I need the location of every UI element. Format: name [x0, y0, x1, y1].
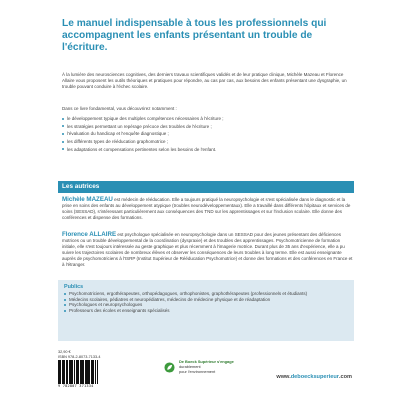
intro-lead: Dans ce livre fondamental, vous découvrirez notamment : — [62, 106, 177, 111]
author-text: est psychologue spécialisée en neuropsychologie dans un SESSAD pour des jeunes présentant des déficiences motrices ou un trouble développemental de la coordination (dyspraxie) et des troubles des apprentissages. Psychomotricienne de formation initiale, elle s'est toujours intéressée au geste graphique et plus récemment à l'imagerie motrice. Durant plus de 35 ans d'expérience, elle a pu suivre les trajectoires scolaires de nombreux élèves et observer les conséquences de leurs troubles à long terme. Elle est aussi enseignante auprès de psychomotriciens à l'ISRP (Institut Supérieur de Rééducation Psychomotrice) et donne des formations et des conférences en France et à l'étranger. — [62, 232, 353, 267]
author-name: Florence ALLAIRE — [62, 231, 117, 238]
barcode-bar — [93, 360, 94, 384]
list-item: les adaptations et compensations pertinentes selon les besoins de l'enfant. — [62, 146, 354, 154]
intro-paragraph: À la lumière des neurosciences cognitives, des derniers travaux scientifiques validés et de leur pratique clinique, Michèle Mazeau et Florence Allaire vous proposent les outils théoriques et pratiques pour répondre, au cas par cas, aux besoins des enfants présentant une dysgraphie, un trouble pouvant conduire à l'échec scolaire. — [62, 72, 347, 90]
audience-box — [58, 280, 354, 341]
isbn: ISBN 978-2-8073-7133-4 — [58, 355, 101, 359]
headline: Le manuel indispensable à tous les professionnels qui accompagnent les enfants présentant un trouble de l'écriture. — [62, 18, 327, 53]
website-link[interactable] — [276, 374, 352, 380]
list-item: les différents types de rééducation graphomotrice ; — [62, 138, 354, 146]
leaf-icon — [164, 362, 175, 373]
author-bio-mazeau — [62, 197, 354, 221]
authors-heading: Les autrices — [58, 181, 354, 193]
eco-line-2: durablement — [179, 363, 201, 369]
price-isbn — [58, 350, 100, 360]
barcode-number: 9 782807 371334 — [58, 384, 94, 388]
topics-list — [62, 115, 354, 154]
eco-line-1: De Boeck Supérieur s'engage — [179, 359, 234, 364]
list-item: Médecins scolaires, pédiatres et neuropédiatres, médecins de médecine physique et de réadaptation — [64, 297, 348, 303]
list-item: Professeurs des écoles et enseignants spécialisés — [64, 308, 348, 314]
list-item: le développement typique des multiples compétences nécessaires à l'écriture ; — [62, 115, 354, 123]
list-item: l'évaluation du handicap et l'enquête diagnostique ; — [62, 130, 354, 138]
website-suffix: .com — [338, 374, 352, 380]
back-cover — [46, 0, 364, 400]
author-bio-allaire — [62, 232, 354, 267]
list-item: Psychomotriciens, ergothérapeutes, orthopédagogues, orthophonistes, graphothérapeutes (professionnels et étudiants) — [64, 291, 348, 297]
barcode-bar — [64, 360, 65, 384]
eco-text — [179, 360, 234, 374]
author-name: Michèle MAZEAU — [62, 196, 113, 203]
barcode-bars — [58, 360, 98, 384]
website-brand: deboecksuperieur — [290, 374, 339, 380]
barcode — [58, 360, 98, 390]
audience-title: Publics — [64, 284, 84, 290]
barcode-bar — [60, 360, 61, 384]
eco-commitment — [164, 360, 234, 374]
barcode-bar — [85, 360, 86, 384]
list-item: Psychologues et neuropsychologues — [64, 302, 348, 308]
author-text: est médecin de rééducation. Elle a toujours pratiqué la neuropsychologie et s'est spécialisée dans le diagnostic et la prise en soins des enfants au développement atypique (troubles neurodéveloppementaux). Elle a travaillé dans différents hôpitaux et services de soins (SESSAD), s'intéressant particulièrement aux conséquences des TND sur les apprentissages et sur l'inclusion scolaire. Elle donne des conférences et dispense des formations. — [62, 197, 351, 220]
eco-line-3: pour l'environnement — [179, 368, 216, 374]
price: 32,90 € — [58, 350, 71, 354]
list-item: les stratégies permettant un repérage précoce des troubles de l'écriture ; — [62, 123, 354, 131]
audience-list — [64, 291, 348, 313]
website-prefix: www. — [276, 374, 291, 380]
barcode-bar — [88, 360, 89, 384]
